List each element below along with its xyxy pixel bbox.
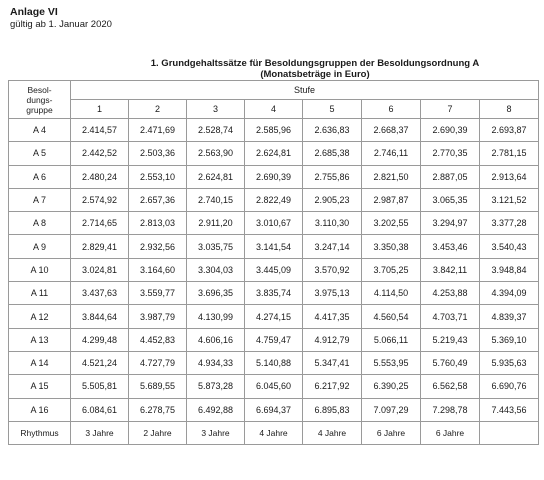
salary-cell: 6.690,76: [480, 375, 539, 398]
grade-label: A 13: [9, 328, 71, 351]
salary-cell: 3.035,75: [187, 235, 245, 258]
grade-label: A 6: [9, 165, 71, 188]
stufe-number-header: 1: [71, 100, 129, 119]
salary-cell: 3.696,35: [187, 282, 245, 305]
salary-cell: 2.657,36: [129, 188, 187, 211]
salary-cell: 2.755,86: [303, 165, 362, 188]
salary-cell: 3.987,79: [129, 305, 187, 328]
salary-cell: 2.442,52: [71, 142, 129, 165]
stufe-number-header: 3: [187, 100, 245, 119]
salary-cell: 6.694,37: [245, 398, 303, 421]
salary-cell: 6.492,88: [187, 398, 245, 421]
salary-cell: 2.668,37: [362, 119, 421, 142]
salary-cell: 5.066,11: [362, 328, 421, 351]
salary-table: [8, 80, 539, 445]
salary-cell: 3.377,28: [480, 212, 539, 235]
validity-date: gültig ab 1. Januar 2020: [10, 19, 112, 30]
salary-cell: 3.835,74: [245, 282, 303, 305]
salary-cell: 2.685,38: [303, 142, 362, 165]
salary-cell: 3.705,25: [362, 258, 421, 281]
salary-cell: 3.842,11: [421, 258, 480, 281]
salary-cell: 2.690,39: [421, 119, 480, 142]
grade-label: A 4: [9, 119, 71, 142]
salary-cell: 4.912,79: [303, 328, 362, 351]
rhythmus-cell: 4 Jahre: [303, 421, 362, 444]
salary-cell: 3.164,60: [129, 258, 187, 281]
table-row: [9, 305, 539, 328]
salary-cell: 5.689,55: [129, 375, 187, 398]
salary-cell: 2.987,87: [362, 188, 421, 211]
salary-cell: 3.540,43: [480, 235, 539, 258]
salary-cell: 4.417,35: [303, 305, 362, 328]
salary-cell: 2.414,57: [71, 119, 129, 142]
salary-cell: 2.829,41: [71, 235, 129, 258]
salary-cell: 4.703,71: [421, 305, 480, 328]
salary-cell: 6.045,60: [245, 375, 303, 398]
stufe-number-header: 5: [303, 100, 362, 119]
grade-label: A 7: [9, 188, 71, 211]
grade-label: A 8: [9, 212, 71, 235]
grade-label: A 11: [9, 282, 71, 305]
salary-cell: 5.553,95: [362, 351, 421, 374]
salary-cell: 4.253,88: [421, 282, 480, 305]
rhythmus-cell: 6 Jahre: [421, 421, 480, 444]
grade-label: A 9: [9, 235, 71, 258]
rhythmus-cell: 6 Jahre: [362, 421, 421, 444]
salary-cell: 2.740,15: [187, 188, 245, 211]
salary-cell: 3.202,55: [362, 212, 421, 235]
table-row: [9, 398, 539, 421]
salary-cell: 3.010,67: [245, 212, 303, 235]
salary-cell: 3.570,92: [303, 258, 362, 281]
salary-cell: 2.528,74: [187, 119, 245, 142]
table-row: [9, 188, 539, 211]
salary-cell: 3.844,64: [71, 305, 129, 328]
salary-cell: 2.563,90: [187, 142, 245, 165]
salary-cell: 2.821,50: [362, 165, 421, 188]
salary-cell: 4.934,33: [187, 351, 245, 374]
table-title-line1: 1. Grundgehaltssätze für Besoldungsgruppen der Besoldungsordnung A: [150, 58, 480, 69]
salary-cell: 4.452,83: [129, 328, 187, 351]
salary-cell: 4.394,09: [480, 282, 539, 305]
salary-cell: 6.278,75: [129, 398, 187, 421]
stufe-number-header: 4: [245, 100, 303, 119]
salary-cell: 5.873,28: [187, 375, 245, 398]
salary-cell: 2.503,36: [129, 142, 187, 165]
rhythmus-cell: 2 Jahre: [129, 421, 187, 444]
grade-label: A 5: [9, 142, 71, 165]
table-title-line2: (Monatsbeträge in Euro): [260, 69, 370, 80]
salary-cell: 5.505,81: [71, 375, 129, 398]
table-row: [9, 235, 539, 258]
grade-label: A 10: [9, 258, 71, 281]
salary-cell: 2.480,24: [71, 165, 129, 188]
grade-label: A 16: [9, 398, 71, 421]
stufe-number-header: 2: [129, 100, 187, 119]
table-row: [9, 142, 539, 165]
salary-cell: 5.935,63: [480, 351, 539, 374]
rhythmus-row: [9, 421, 539, 444]
rhythmus-cell: 3 Jahre: [71, 421, 129, 444]
salary-cell: 5.219,43: [421, 328, 480, 351]
salary-cell: 3.559,77: [129, 282, 187, 305]
salary-cell: 4.727,79: [129, 351, 187, 374]
table-row: [9, 212, 539, 235]
rhythmus-cell: [480, 421, 539, 444]
stufe-number-header: 6: [362, 100, 421, 119]
salary-cell: 3.141,54: [245, 235, 303, 258]
salary-cell: 2.585,96: [245, 119, 303, 142]
salary-cell: 5.140,88: [245, 351, 303, 374]
table-row: [9, 165, 539, 188]
stufe-number-header: 8: [480, 100, 539, 119]
salary-cell: 6.895,83: [303, 398, 362, 421]
salary-cell: 2.553,10: [129, 165, 187, 188]
grade-label: A 15: [9, 375, 71, 398]
salary-cell: 2.822,49: [245, 188, 303, 211]
salary-cell: 3.948,84: [480, 258, 539, 281]
salary-cell: 3.350,38: [362, 235, 421, 258]
salary-cell: 5.760,49: [421, 351, 480, 374]
salary-cell: 4.839,37: [480, 305, 539, 328]
grade-label: A 12: [9, 305, 71, 328]
salary-cell: 2.746,11: [362, 142, 421, 165]
salary-cell: 3.121,52: [480, 188, 539, 211]
salary-cell: 2.813,03: [129, 212, 187, 235]
salary-cell: 2.887,05: [421, 165, 480, 188]
salary-cell: 4.521,24: [71, 351, 129, 374]
salary-cell: 6.562,58: [421, 375, 480, 398]
salary-cell: 2.574,92: [71, 188, 129, 211]
group-header-line2: dungs-: [26, 94, 53, 105]
salary-cell: 3.453,46: [421, 235, 480, 258]
salary-cell: 7.298,78: [421, 398, 480, 421]
salary-cell: 2.624,81: [245, 142, 303, 165]
salary-cell: 2.905,23: [303, 188, 362, 211]
salary-cell: 7.097,29: [362, 398, 421, 421]
salary-cell: 6.084,61: [71, 398, 129, 421]
group-header-line3: gruppe: [26, 104, 53, 115]
salary-cell: 2.932,56: [129, 235, 187, 258]
salary-cell: 4.299,48: [71, 328, 129, 351]
salary-cell: 3.437,63: [71, 282, 129, 305]
grade-label: A 14: [9, 351, 71, 374]
document-header: [10, 6, 112, 31]
salary-cell: 2.693,87: [480, 119, 539, 142]
salary-cell: 2.690,39: [245, 165, 303, 188]
table-row: [9, 119, 539, 142]
salary-cell: 4.114,50: [362, 282, 421, 305]
salary-cell: 7.443,56: [480, 398, 539, 421]
group-header-line1: Besol-: [27, 84, 52, 95]
salary-cell: 6.390,25: [362, 375, 421, 398]
salary-cell: 4.606,16: [187, 328, 245, 351]
rhythmus-label: Rhythmus: [9, 421, 71, 444]
salary-cell: 3.110,30: [303, 212, 362, 235]
salary-cell: 3.024,81: [71, 258, 129, 281]
salary-cell: 3.247,14: [303, 235, 362, 258]
rhythmus-cell: 3 Jahre: [187, 421, 245, 444]
salary-cell: 6.217,92: [303, 375, 362, 398]
table-row: [9, 258, 539, 281]
stufe-number-header: 7: [421, 100, 480, 119]
salary-cell: 2.781,15: [480, 142, 539, 165]
salary-cell: 4.560,54: [362, 305, 421, 328]
salary-cell: 5.369,10: [480, 328, 539, 351]
rhythmus-cell: 4 Jahre: [245, 421, 303, 444]
salary-cell: 2.624,81: [187, 165, 245, 188]
table-row: [9, 351, 539, 374]
group-column-header: [9, 81, 71, 119]
salary-cell: 3.065,35: [421, 188, 480, 211]
salary-cell: 3.975,13: [303, 282, 362, 305]
salary-cell: 2.714,65: [71, 212, 129, 235]
salary-cell: 2.770,35: [421, 142, 480, 165]
salary-cell: 2.913,64: [480, 165, 539, 188]
salary-cell: 3.445,09: [245, 258, 303, 281]
annex-title: Anlage VI: [10, 6, 58, 18]
table-row: [9, 282, 539, 305]
salary-cell: 2.471,69: [129, 119, 187, 142]
salary-cell: 3.294,97: [421, 212, 480, 235]
table-title: [95, 58, 535, 80]
salary-cell: 4.759,47: [245, 328, 303, 351]
stufe-header: Stufe: [71, 81, 539, 100]
table-row: [9, 375, 539, 398]
table-row: [9, 328, 539, 351]
salary-cell: 5.347,41: [303, 351, 362, 374]
salary-cell: 2.636,83: [303, 119, 362, 142]
salary-cell: 3.304,03: [187, 258, 245, 281]
salary-cell: 2.911,20: [187, 212, 245, 235]
salary-cell: 4.130,99: [187, 305, 245, 328]
salary-cell: 4.274,15: [245, 305, 303, 328]
